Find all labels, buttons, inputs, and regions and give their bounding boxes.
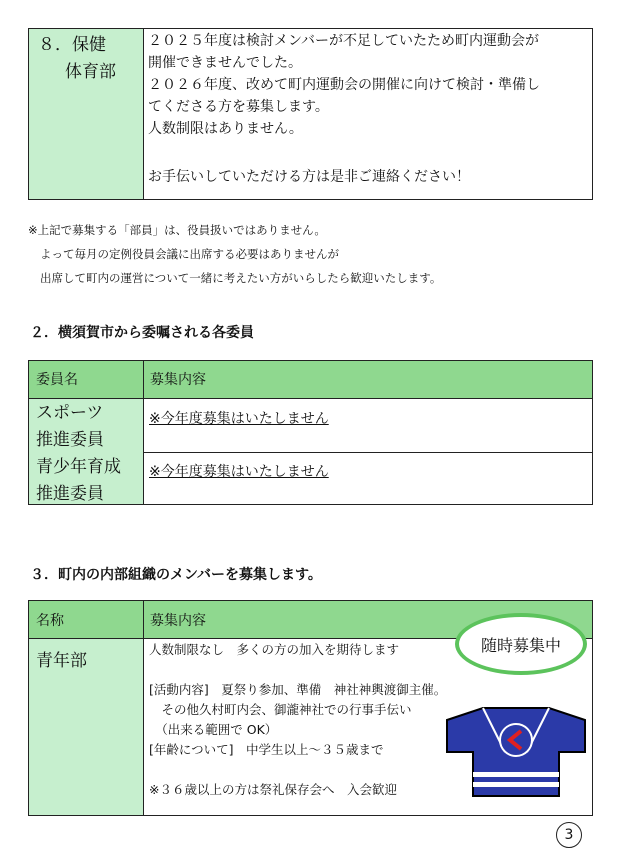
heading-2: ２．横須賀市から委嘱される各委員	[30, 325, 254, 341]
page-number	[556, 822, 582, 848]
heading-3: ３．町内の内部組織のメンバーを募集します。	[30, 567, 322, 583]
committee-col2-header: 募集内容	[150, 372, 206, 388]
committee-names: スポーツ 推進委員 青少年育成 推進委員	[36, 403, 121, 504]
youth-name: 青年部	[36, 651, 87, 671]
recruiting-badge-label: 随時募集中	[480, 635, 561, 655]
committee-row1-content: ※今年度募集はいたしません	[149, 411, 329, 427]
committee-col1-header: 委員名	[36, 372, 78, 388]
youth-col2-header: 募集内容	[150, 613, 206, 629]
section8-label: ８．保健 体育部	[38, 35, 116, 82]
section8-content: ２０２５年度は検討メンバーが不足していたため町内運動会が 開催できませんでした。 ２０２６年度、改めて町内運動会の開催に向けて検討・準備し てくださる方を募集します。 人数制限はありません。 お手伝いしていただける方は是非ご連絡ください！	[148, 33, 540, 185]
notes: ※上記で募集する「部員」は、役員扱いではありません。 よって毎月の定例役員会議に出席する必要はありませんが 出席して町内の運営について一緒に考えたい方がいらしたら歓迎いたします。	[28, 223, 442, 285]
committee-row2-content: ※今年度募集はいたしません	[149, 464, 329, 480]
page-number-label: 3	[564, 827, 574, 843]
youth-col1-header: 名称	[36, 613, 64, 629]
youth-content: 人数制限なし 多くの方の加入を期待します [活動内容] 夏祭り参加、準備 神社神輿渡御主催。 その他久村町内会、御瀧神社での行事手伝い （出来る範囲で OK） [年齢について] 中学生以上～３５歳まで ※３６歳以上の方は祭礼保存会へ 入会歓迎	[149, 642, 447, 797]
recruiting-badge	[455, 613, 587, 675]
happi-coat-icon	[445, 700, 587, 798]
committee-table-header	[29, 361, 592, 398]
